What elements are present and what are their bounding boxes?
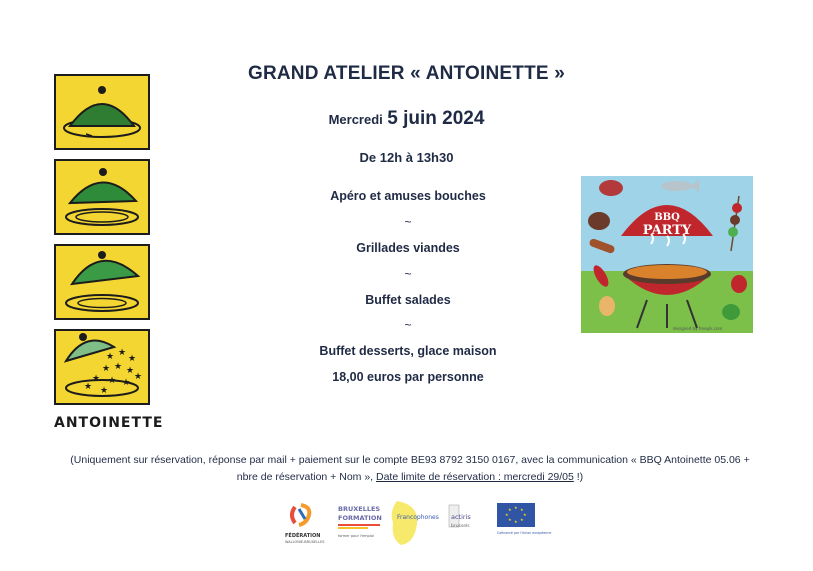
svg-text:★: ★	[514, 505, 518, 510]
svg-text:★: ★	[514, 519, 518, 524]
menu-separator: ~	[404, 214, 412, 229]
menu-item: Grillades viandes	[356, 240, 460, 255]
svg-text:★: ★	[118, 348, 127, 358]
cloche-closed-icon	[56, 76, 148, 148]
eu-cofunded-logo	[497, 503, 551, 535]
svg-text:★: ★	[126, 366, 135, 376]
logo-panel-1	[54, 74, 150, 150]
chicken-icon	[599, 296, 615, 316]
svg-text:★: ★	[100, 386, 109, 396]
svg-text:★: ★	[505, 512, 509, 517]
tomato-icon	[731, 275, 747, 293]
bbq-label-1: BBQ	[654, 212, 680, 223]
francophones-logo	[392, 501, 439, 545]
event-title: GRAND ATELIER « ANTOINETTE »	[247, 63, 565, 84]
cloche-lifting-icon	[56, 161, 148, 233]
menu-price: 18,00 euros par personne	[332, 370, 484, 385]
reservation-deadline: Date limite de réservation : mercredi 29/05	[376, 471, 574, 483]
bf-text-1: BRUXELLES	[338, 505, 381, 513]
bbq-label-2: PARTY	[642, 223, 692, 238]
federation-logo	[285, 505, 325, 544]
svg-text:★: ★	[128, 354, 137, 364]
bruxelles-formation-logo	[338, 505, 382, 538]
svg-text:★: ★	[102, 364, 111, 374]
svg-text:★: ★	[523, 512, 527, 517]
svg-text:★: ★	[122, 378, 131, 388]
federation-text: FÉDÉRATION	[285, 533, 321, 539]
cloche-stars-icon	[56, 331, 148, 403]
svg-text:★: ★	[108, 376, 117, 386]
svg-text:★: ★	[92, 374, 101, 384]
logo-panel-4	[54, 329, 150, 405]
menu-list	[258, 188, 558, 395]
bbq-party-image	[581, 176, 753, 333]
reservation-end: !)	[573, 471, 584, 483]
svg-text:★: ★	[106, 352, 115, 362]
logo-panel-2	[54, 159, 150, 235]
menu-item: Buffet salades	[365, 292, 451, 307]
reservation-text: (Uniquement sur réservation, réponse par mail + paiement sur le compte BE93 8792 3150 0167, avec la communication « BBQ Antoinette 05.06 + nbre de réservation + Nom »,	[70, 454, 750, 483]
patty-icon	[588, 212, 610, 230]
eu-text: Cofinancé par l'Union européenne	[497, 531, 552, 535]
bf-tagline: former pour l'emploi	[338, 534, 374, 538]
francophones-text: Francophones	[397, 514, 439, 521]
event-time: De 12h à 13h30	[359, 150, 454, 165]
actiris-logo	[449, 505, 471, 529]
logo-panel-3	[54, 244, 150, 320]
svg-text:★: ★	[508, 517, 512, 522]
reservation-note	[60, 452, 760, 486]
image-credit: designed by freepik.com	[673, 326, 723, 331]
menu-item: Buffet desserts, glace maison	[319, 344, 497, 359]
cloche-open-icon	[56, 246, 148, 318]
green-pepper-icon	[722, 304, 740, 320]
svg-text:★: ★	[508, 507, 512, 512]
bf-text-2: FORMATION	[338, 514, 382, 522]
menu-separator: ~	[404, 266, 412, 281]
svg-text:★: ★	[520, 507, 524, 512]
svg-text:★: ★	[520, 517, 524, 522]
menu-separator: ~	[404, 318, 412, 333]
brand-name: ANTOINETTE	[54, 415, 164, 431]
svg-text:★: ★	[84, 382, 93, 392]
svg-text:★: ★	[134, 372, 143, 382]
svg-text:★: ★	[114, 362, 123, 372]
menu-item: Apéro et amuses bouches	[330, 189, 486, 203]
date-day: 5 juin 2024	[387, 108, 485, 129]
date-weekday: Mercredi	[328, 112, 383, 127]
steak-icon	[599, 180, 623, 196]
actiris-text: actiris	[451, 513, 471, 521]
partner-logos	[285, 497, 552, 547]
fish-icon	[661, 181, 693, 191]
actiris-subtext: brussels	[451, 524, 470, 529]
federation-subtext: WALLONIE-BRUXELLES	[285, 540, 325, 544]
